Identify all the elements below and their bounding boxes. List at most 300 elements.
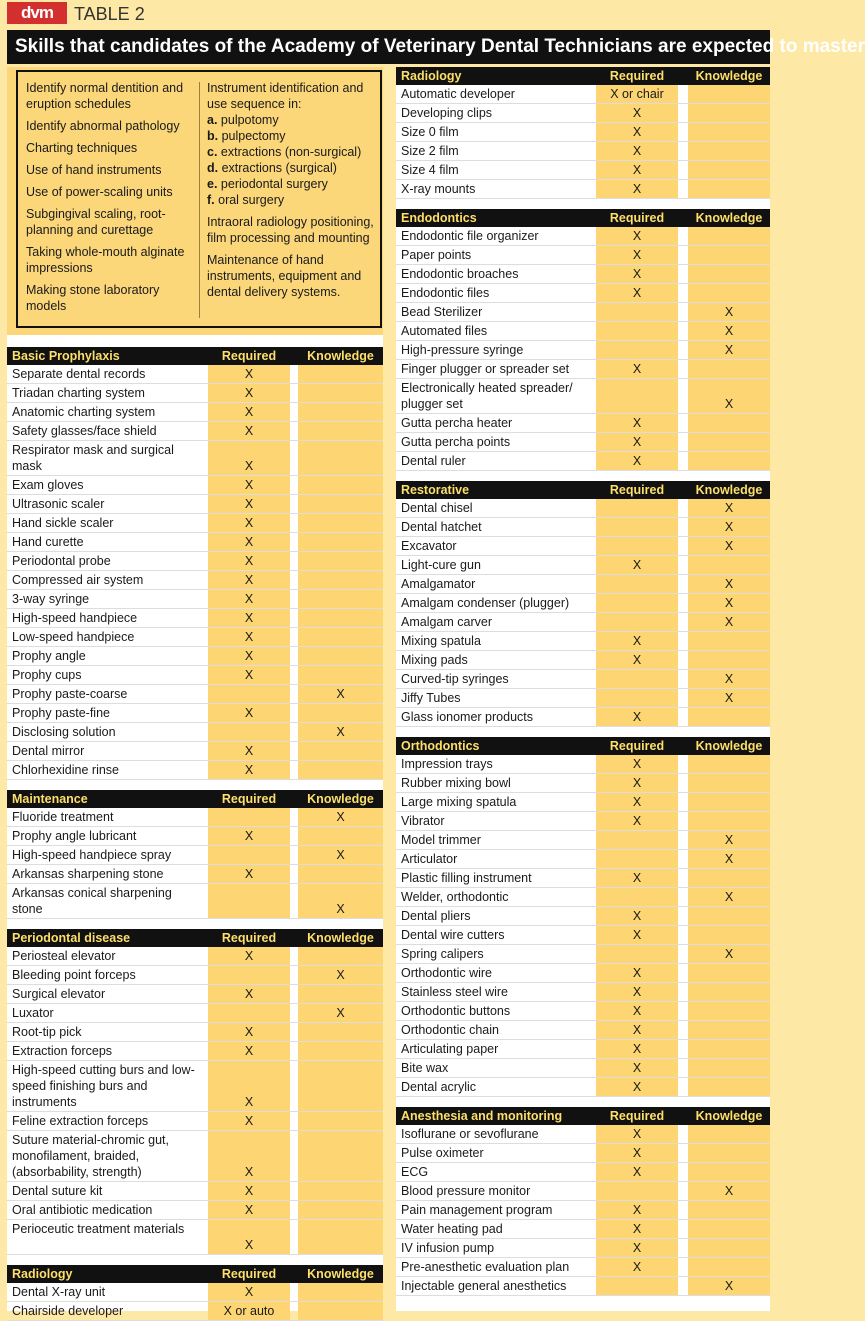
sequence-text: periodontal surgery	[217, 177, 328, 191]
required-cell: X	[208, 666, 290, 684]
item-name: Dental ruler	[401, 454, 466, 468]
table-row	[396, 1182, 770, 1201]
required-cell: X	[208, 1182, 290, 1200]
table-row	[396, 414, 770, 433]
sequence-letter: f.	[207, 193, 215, 207]
skill-item: Identify abnormal pathology	[26, 119, 180, 133]
knowledge-column-header: Knowledge	[695, 483, 763, 497]
section-endodontics	[396, 209, 770, 471]
table-row	[396, 1144, 770, 1163]
table-row	[7, 742, 383, 761]
knowledge-cell	[688, 104, 770, 122]
table-row	[396, 85, 770, 104]
section-title: Anesthesia and monitoring	[401, 1109, 563, 1123]
knowledge-cell: X	[688, 831, 770, 849]
item-name: Light-cure gun	[401, 558, 481, 572]
table-row	[396, 575, 770, 594]
required-cell: X	[596, 907, 678, 925]
table-row	[396, 907, 770, 926]
table-row	[396, 1220, 770, 1239]
knowledge-cell	[298, 1042, 383, 1060]
table-row	[396, 831, 770, 850]
required-cell: X	[208, 1042, 290, 1060]
required-cell: X	[208, 365, 290, 383]
knowledge-cell: X	[298, 966, 383, 984]
knowledge-cell	[688, 246, 770, 264]
knowledge-cell	[688, 556, 770, 574]
item-name: Chlorhexidine rinse	[12, 763, 120, 777]
section-header	[396, 1107, 770, 1125]
item-name: Pain management program	[401, 1203, 553, 1217]
knowledge-cell	[688, 1059, 770, 1077]
table-row	[7, 365, 383, 384]
knowledge-cell: X	[298, 808, 383, 826]
required-cell: X	[596, 1239, 678, 1257]
table-row	[396, 1277, 770, 1296]
instrument-sequence-item	[207, 176, 381, 192]
table-row	[7, 685, 383, 704]
required-cell: X	[208, 1220, 290, 1254]
required-cell: X	[208, 533, 290, 551]
required-cell: X or auto	[208, 1302, 290, 1320]
table-row	[396, 1258, 770, 1277]
item-name: Articulating paper	[401, 1042, 499, 1056]
item-name: Amalgam condenser (plugger)	[401, 596, 570, 610]
sequence-text: extractions (surgical)	[218, 161, 337, 175]
knowledge-cell	[298, 1201, 383, 1219]
sequence-text: pulpotomy	[217, 113, 279, 127]
sequence-letter: e.	[207, 177, 218, 191]
knowledge-cell: X	[688, 537, 770, 555]
item-name: Prophy paste-fine	[12, 706, 110, 720]
table-row	[7, 647, 383, 666]
item-name: Pulse oximeter	[401, 1146, 484, 1160]
table-row	[7, 704, 383, 723]
required-cell: X	[596, 1201, 678, 1219]
required-cell	[596, 518, 678, 536]
item-name: Ultrasonic scaler	[12, 497, 105, 511]
item-name: Periodontal probe	[12, 554, 111, 568]
knowledge-cell	[298, 666, 383, 684]
knowledge-cell	[298, 1112, 383, 1130]
required-cell: X	[596, 926, 678, 944]
item-name: Dental acrylic	[401, 1080, 477, 1094]
table-row	[7, 1220, 383, 1255]
required-cell: X	[596, 869, 678, 887]
required-cell: X	[208, 441, 290, 475]
item-name: IV infusion pump	[401, 1241, 495, 1255]
required-cell: X	[208, 742, 290, 760]
section-header	[7, 1265, 383, 1283]
item-name: Developing clips	[401, 106, 493, 120]
knowledge-cell: X	[688, 575, 770, 593]
item-name: Model trimmer	[401, 833, 481, 847]
knowledge-cell	[688, 180, 770, 198]
item-name: Periosteal elevator	[12, 949, 116, 963]
table-row	[396, 1125, 770, 1144]
item-name: Respirator mask and surgical mask	[12, 443, 174, 473]
table-row	[7, 1201, 383, 1220]
item-name: Jiffy Tubes	[401, 691, 461, 705]
table-row	[396, 793, 770, 812]
knowledge-cell	[688, 774, 770, 792]
required-cell: X	[596, 983, 678, 1001]
knowledge-cell	[298, 571, 383, 589]
table-row	[396, 1002, 770, 1021]
required-cell	[596, 689, 678, 707]
item-name: Blood pressure monitor	[401, 1184, 531, 1198]
knowledge-column-header: Knowledge	[307, 792, 374, 806]
table-row	[7, 846, 383, 865]
table-row	[7, 1023, 383, 1042]
knowledge-cell	[298, 533, 383, 551]
instrument-sequence-item	[207, 160, 381, 176]
instrument-sequence-item	[207, 128, 381, 144]
knowledge-cell: X	[688, 613, 770, 631]
skill-item: Intraoral radiology positioning, film processing and mounting	[207, 215, 374, 245]
knowledge-cell: X	[298, 723, 383, 741]
sequence-letter: d.	[207, 161, 219, 175]
item-name: Exam gloves	[12, 478, 84, 492]
skills-divider	[199, 82, 200, 318]
required-cell	[208, 685, 290, 703]
page-title: Skills that candidates of the Academy of Veterinary Dental Technicians are expected to master	[7, 30, 770, 64]
table-row	[7, 827, 383, 846]
sequence-text: extractions (non-surgical)	[217, 145, 362, 159]
item-name: Low-speed handpiece	[12, 630, 135, 644]
item-name: ECG	[401, 1165, 429, 1179]
item-name: High-pressure syringe	[401, 343, 524, 357]
required-cell: X	[208, 704, 290, 722]
table-row	[396, 556, 770, 575]
table-label: TABLE 2	[74, 4, 145, 24]
item-name: Electronically heated spreader/ plugger set	[401, 381, 573, 411]
required-cell	[596, 1182, 678, 1200]
instrument-sequence-item	[207, 144, 381, 160]
required-cell: X	[208, 514, 290, 532]
item-name: Gutta percha heater	[401, 416, 513, 430]
required-cell: X	[208, 403, 290, 421]
item-name: Size 0 film	[401, 125, 459, 139]
item-name: Separate dental records	[12, 367, 146, 381]
item-name: 3-way syringe	[12, 592, 90, 606]
required-cell: X	[208, 1061, 290, 1111]
required-cell: X	[596, 1125, 678, 1143]
knowledge-column-header: Knowledge	[307, 1267, 374, 1281]
item-name: Bite wax	[401, 1061, 449, 1075]
knowledge-cell: X	[298, 685, 383, 703]
knowledge-cell	[688, 1002, 770, 1020]
item-name: Prophy angle lubricant	[12, 829, 137, 843]
required-cell: X	[596, 632, 678, 650]
item-name: Dental pliers	[401, 909, 471, 923]
section-orthodontics	[396, 737, 770, 1097]
knowledge-cell	[298, 1302, 383, 1320]
required-cell	[596, 537, 678, 555]
skills-box-border	[16, 70, 382, 328]
required-cell: X	[208, 1112, 290, 1130]
table-row	[396, 888, 770, 907]
item-name: Surgical elevator	[12, 987, 106, 1001]
skill-item: Making stone laboratory models	[26, 283, 160, 313]
item-name: Gutta percha points	[401, 435, 511, 449]
section-radiology	[7, 1265, 383, 1321]
item-name: X-ray mounts	[401, 182, 476, 196]
required-cell	[596, 575, 678, 593]
required-cell: X	[596, 1059, 678, 1077]
table-row	[396, 161, 770, 180]
sequence-letter: b.	[207, 129, 219, 143]
knowledge-cell: X	[688, 518, 770, 536]
skills-extra-list	[207, 214, 381, 300]
table-row	[396, 433, 770, 452]
table-row	[396, 594, 770, 613]
required-cell	[596, 379, 678, 413]
required-cell	[208, 884, 290, 918]
knowledge-cell	[298, 441, 383, 475]
required-cell	[208, 966, 290, 984]
section-title: Endodontics	[401, 211, 477, 225]
item-name: Orthodontic buttons	[401, 1004, 511, 1018]
knowledge-cell	[688, 1220, 770, 1238]
table-row	[396, 284, 770, 303]
knowledge-cell	[688, 85, 770, 103]
item-name: Safety glasses/face shield	[12, 424, 157, 438]
knowledge-cell	[688, 1144, 770, 1162]
item-name: Rubber mixing bowl	[401, 776, 511, 790]
required-column-header: Required	[221, 792, 277, 806]
required-cell: X	[208, 1283, 290, 1301]
section-title: Orthodontics	[401, 739, 480, 753]
section-anesthesia-and-monitoring	[396, 1107, 770, 1296]
knowledge-cell	[688, 1258, 770, 1276]
knowledge-cell	[298, 761, 383, 779]
table-row	[396, 774, 770, 793]
required-cell: X	[596, 433, 678, 451]
required-cell	[596, 499, 678, 517]
instrument-sequence-list	[207, 112, 381, 208]
knowledge-cell	[688, 1040, 770, 1058]
section-header	[7, 929, 383, 947]
table-row	[396, 812, 770, 831]
required-cell	[596, 613, 678, 631]
item-name: Automated files	[401, 324, 488, 338]
item-name: Dental suture kit	[12, 1184, 103, 1198]
table-row	[396, 1201, 770, 1220]
knowledge-cell: X	[688, 1182, 770, 1200]
required-column-header: Required	[221, 349, 277, 363]
section-title: Basic Prophylaxis	[12, 349, 120, 363]
table-row	[396, 379, 770, 414]
required-cell: X	[596, 774, 678, 792]
section-header	[7, 790, 383, 808]
table-row	[7, 422, 383, 441]
table-row	[7, 884, 383, 919]
knowledge-cell: X	[688, 888, 770, 906]
section-title: Radiology	[401, 69, 462, 83]
item-name: Impression trays	[401, 757, 493, 771]
item-name: Vibrator	[401, 814, 445, 828]
item-name: Large mixing spatula	[401, 795, 517, 809]
item-name: Feline extraction forceps	[12, 1114, 149, 1128]
knowledge-cell: X	[688, 850, 770, 868]
item-name: Prophy cups	[12, 668, 82, 682]
knowledge-cell	[298, 365, 383, 383]
table-row	[396, 708, 770, 727]
item-name: Injectable general anesthetics	[401, 1279, 567, 1293]
required-cell: X	[596, 793, 678, 811]
item-name: Triadan charting system	[12, 386, 145, 400]
knowledge-cell	[688, 227, 770, 245]
required-column-header: Required	[609, 1109, 665, 1123]
item-name: Pre-anesthetic evaluation plan	[401, 1260, 570, 1274]
table-row	[7, 495, 383, 514]
section-restorative	[396, 481, 770, 727]
item-name: Luxator	[12, 1006, 54, 1020]
table-row	[7, 609, 383, 628]
required-cell: X	[208, 571, 290, 589]
required-cell	[596, 945, 678, 963]
section-header	[396, 737, 770, 755]
required-cell: X	[596, 360, 678, 378]
item-name: Chairside developer	[12, 1304, 124, 1318]
knowledge-column-header: Knowledge	[307, 349, 374, 363]
required-cell	[596, 850, 678, 868]
skill-item: Taking whole-mouth alginate impressions	[26, 245, 185, 275]
knowledge-cell	[688, 926, 770, 944]
required-cell: X	[596, 161, 678, 179]
required-cell: X	[596, 1258, 678, 1276]
required-column-header: Required	[609, 69, 665, 83]
table-row	[7, 571, 383, 590]
required-cell: X	[208, 985, 290, 1003]
knowledge-cell: X	[688, 670, 770, 688]
item-name: Root-tip pick	[12, 1025, 82, 1039]
required-cell	[596, 322, 678, 340]
knowledge-cell	[688, 907, 770, 925]
table-row	[7, 1302, 383, 1321]
table-row	[396, 180, 770, 199]
table-row	[396, 360, 770, 379]
knowledge-cell: X	[298, 1004, 383, 1022]
knowledge-cell	[688, 755, 770, 773]
knowledge-cell: X	[688, 322, 770, 340]
item-name: Endodontic file organizer	[401, 229, 539, 243]
knowledge-cell	[298, 1283, 383, 1301]
item-name: Amalgam carver	[401, 615, 492, 629]
knowledge-cell	[688, 812, 770, 830]
required-cell: X	[596, 1163, 678, 1181]
knowledge-cell	[688, 708, 770, 726]
item-name: Size 4 film	[401, 163, 459, 177]
item-name: Disclosing solution	[12, 725, 116, 739]
section-radiology	[396, 67, 770, 199]
required-cell: X	[596, 1021, 678, 1039]
required-cell	[208, 723, 290, 741]
knowledge-cell: X	[688, 499, 770, 517]
knowledge-cell	[298, 1023, 383, 1041]
knowledge-cell	[298, 704, 383, 722]
skill-item: Charting techniques	[26, 141, 138, 155]
item-name: Orthodontic chain	[401, 1023, 499, 1037]
skills-box	[7, 67, 383, 335]
table-row	[396, 1163, 770, 1182]
required-cell: X	[208, 1023, 290, 1041]
required-cell: X	[208, 827, 290, 845]
item-name: Plastic filling instrument	[401, 871, 532, 885]
table-row	[396, 926, 770, 945]
required-column-header: Required	[609, 211, 665, 225]
required-cell	[596, 594, 678, 612]
table-row	[7, 384, 383, 403]
item-name: Perioceutic treatment materials	[12, 1222, 185, 1236]
item-name: Curved-tip syringes	[401, 672, 509, 686]
item-name: Paper points	[401, 248, 472, 262]
table-row	[7, 628, 383, 647]
item-name: Compressed air system	[12, 573, 144, 587]
section-title: Maintenance	[12, 792, 88, 806]
knowledge-cell	[298, 422, 383, 440]
item-name: Excavator	[401, 539, 457, 553]
required-cell	[208, 846, 290, 864]
table-row	[396, 632, 770, 651]
item-name: Articulator	[401, 852, 458, 866]
knowledge-cell	[688, 452, 770, 470]
required-cell: X	[208, 628, 290, 646]
item-name: Endodontic files	[401, 286, 490, 300]
table-row	[396, 850, 770, 869]
required-cell: X	[596, 452, 678, 470]
section-title: Radiology	[12, 1267, 73, 1281]
required-cell: X	[208, 422, 290, 440]
section-header	[396, 67, 770, 85]
required-cell	[208, 808, 290, 826]
item-name: Bead Sterilizer	[401, 305, 483, 319]
section-header	[7, 347, 383, 365]
required-cell: X	[208, 609, 290, 627]
item-name: Dental wire cutters	[401, 928, 505, 942]
knowledge-cell	[688, 964, 770, 982]
knowledge-cell	[298, 1220, 383, 1254]
item-name: Automatic developer	[401, 87, 515, 101]
table-row	[396, 227, 770, 246]
table-row	[7, 533, 383, 552]
knowledge-cell	[688, 433, 770, 451]
table-row	[7, 476, 383, 495]
required-column-header: Required	[221, 1267, 277, 1281]
item-name: Endodontic broaches	[401, 267, 519, 281]
knowledge-cell: X	[688, 379, 770, 413]
knowledge-cell	[298, 495, 383, 513]
item-name: Suture material-chromic gut, monofilament, braided, (absorbability, strength)	[12, 1133, 170, 1179]
required-cell	[596, 303, 678, 321]
item-name: Dental X-ray unit	[12, 1285, 106, 1299]
knowledge-cell	[298, 1131, 383, 1181]
required-cell: X	[208, 1201, 290, 1219]
table-row	[7, 441, 383, 476]
section-basic-prophylaxis	[7, 347, 383, 780]
skills-list-left	[26, 80, 198, 320]
required-cell: X	[596, 104, 678, 122]
item-name: Oral antibiotic medication	[12, 1203, 153, 1217]
table-row	[396, 142, 770, 161]
table-row	[396, 341, 770, 360]
required-cell: X	[208, 1131, 290, 1181]
table-row	[396, 104, 770, 123]
required-cell: X	[596, 265, 678, 283]
item-name: Amalgamator	[401, 577, 476, 591]
table-row	[7, 1283, 383, 1302]
